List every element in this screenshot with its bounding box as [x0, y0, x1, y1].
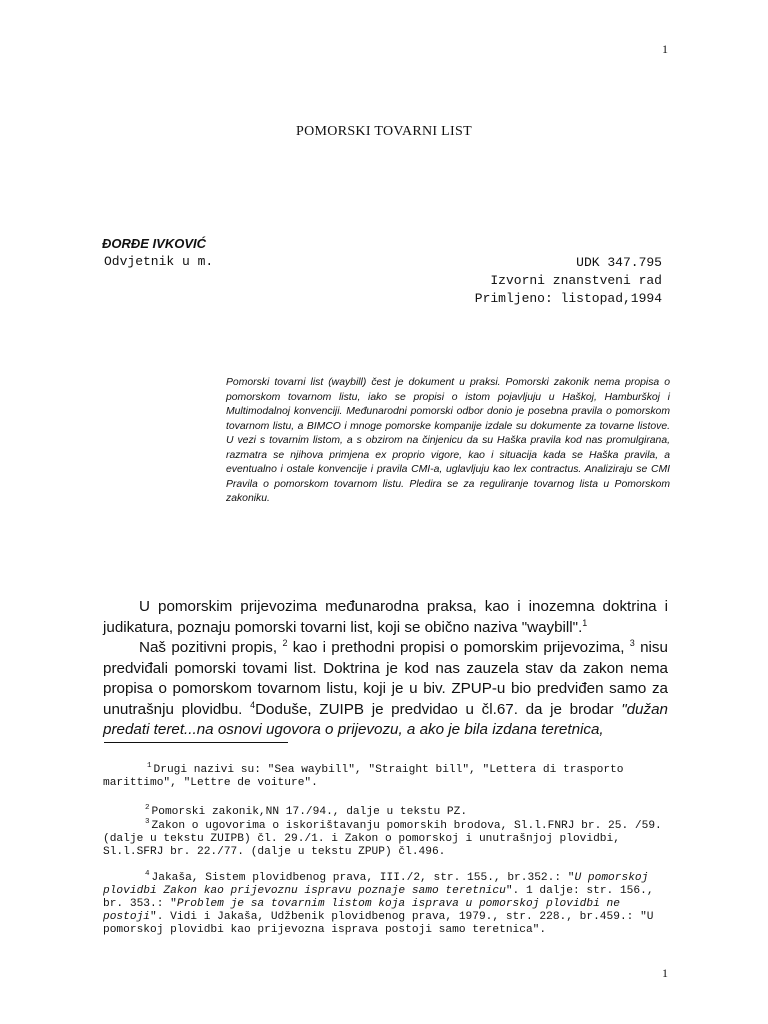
footnote-4-text-b: ". 1 dalje: str. 156., br. 353.: " [103, 885, 654, 910]
footnote-ref-1[interactable]: 1 [582, 617, 588, 628]
footnote-4-text-c: ". Vidi i Jakaša, Udžbenik plovidbenog prava, 1979., str. 228., br.459.: "U pomorskoj plovidbi kao prijevozna isprava postoji samo teretnica". [103, 911, 654, 936]
paragraph-2-part-a: Naš pozitivni propis, [139, 639, 278, 656]
footnote-4-text-a: Jakaša, Sistem plovidbenog prava, III./2, str. 155., br.352.: " [151, 872, 575, 884]
footnote-ref-3[interactable]: 3 [629, 637, 635, 648]
paragraph-2-part-c: nisu predviđali pomorski tovami list. Doktrina je kod nas zauzela stav da zakon nema propisa o pomorskom tovarnom listu, koji je u biv. ZPUP-u bio predviđen samo za unutrašnju plovidbu. [103, 639, 668, 718]
footnote-1-number: 1 [147, 762, 152, 771]
footnote-4-number: 4 [145, 870, 150, 879]
article-metadata [475, 254, 662, 308]
footnote-2-number: 2 [145, 804, 150, 813]
paragraph-1 [103, 597, 668, 638]
footnote-3-number: 3 [145, 818, 150, 827]
page-number-bottom: 1 [662, 966, 668, 980]
footnote-4 [103, 872, 671, 937]
footnote-2 [103, 806, 671, 819]
received-date: Primljeno: listopad,1994 [474, 291, 662, 306]
footnote-1 [103, 764, 671, 790]
footnote-separator [104, 742, 288, 743]
footnote-2-text: Pomorski zakonik,NN 17./94., dalje u tekstu PZ. [151, 806, 468, 818]
author-role: Odvjetnik u m. [104, 254, 214, 269]
footnote-4-italic-2: Problem je sa tovarnim listom koja isprava u pomorskoj plovidbi ne postoji [103, 898, 620, 923]
paragraph-2-part-d: Doduše, ZUIPB je predvidao u čl.67. da je brodar [255, 700, 614, 718]
author-name: ĐORĐE IVKOVIĆ [102, 236, 207, 251]
paragraph-2-part-b: kao i prethodni propisi o pomorskim prijevozima, [292, 639, 625, 656]
paragraph-2 [103, 638, 668, 741]
document-title: POMORSKI TOVARNI LIST [296, 124, 472, 139]
footnote-1-text: Drugi nazivi su: "Sea waybill", "Straight bill", "Lettera di trasporto marittimo", "Lettre de voiture". [103, 764, 624, 789]
page-number-top: 1 [662, 42, 668, 56]
footnote-ref-4[interactable]: 4 [250, 699, 256, 710]
paper-type: Izvorni znanstveni rad [490, 273, 662, 288]
udk-code: UDK 347.795 [576, 255, 662, 270]
footnote-4-italic-1: U pomorskoj plovidbi Zakon kao prijevoznu ispravu poznaje samo teretnicu [103, 872, 649, 897]
paragraph-1-text: U pomorskim prijevozima međunarodna praksa, kao i inozemna doktrina i judikatura, poznaju pomorski tovarni list, koji se obično naziva "waybill". [103, 598, 668, 636]
footnote-ref-2[interactable]: 2 [282, 637, 288, 648]
abstract: Pomorski tovarni list (waybill) čest je dokument u praksi. Pomorski zakonik nema propisa o pomorskom tovarnom listu, iako se propisi o istom pojavljuju u Haškoj, Hamburškoj i Multimodalnoj konvenciji. Međunarodni pomorski odbor donio je posebna pravila o pomorskom tovarnom listu, a BIMCO i mnoge pomorske kompanije izdale su dokumente za tovarne listove. U vezi s tovarnim listom, a s obzirom na činjenicu da su Haška pravila kod nas promulgirana, razmatra se njihova primjena ex proprio vigore, kao i situacija kada se Haška pravila, a eventualno i ostale konvencije i pravila CMI-a, uglavljuju kao lex contractus. Analiziraju se CMI Pravila o pomorskom tovarnom listu. Pledira se za reguliranje tovarnog lista u Pomorskom zakoniku. [226, 377, 670, 504]
paragraph-2-quote: "dužan predati teret...na osnovi ugovora o prijevozu, a ako je bila izdana teretnica, [103, 700, 668, 738]
footnote-3 [103, 820, 671, 859]
footnote-3-text: Zakon o ugovorima o iskorištavanju pomorskih brodova, Sl.l.FNRJ br. 25. /59. (dalje u tekstu ZUIPB) čl. 29./1. i Zakon o pomorskoj i unutrašnjoj plovidbi, Sl.l.SFRJ br. 22./77. (dalje u tekstu ZPUP) čl.496. [103, 820, 662, 858]
